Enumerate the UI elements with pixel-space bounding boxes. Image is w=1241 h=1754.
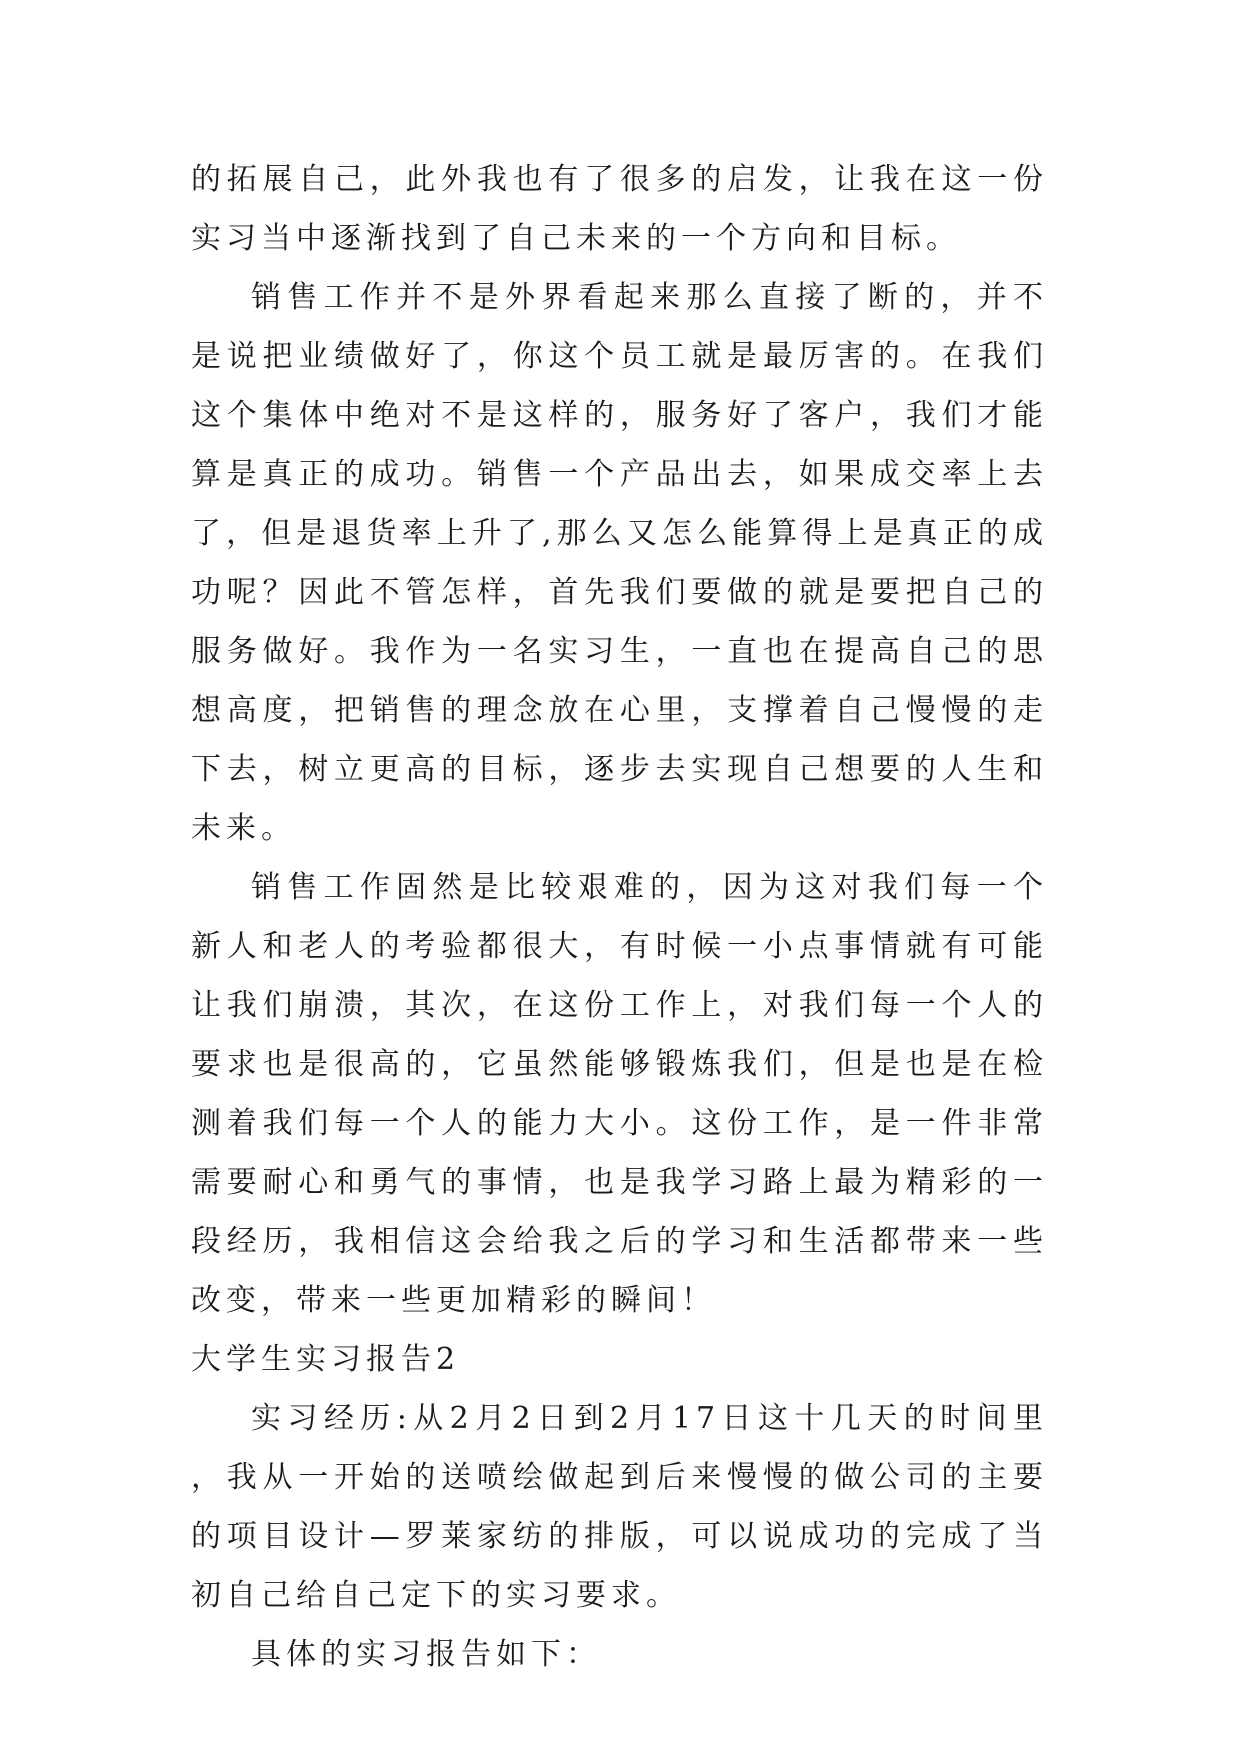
paragraph-internship-experience: 实习经历:从2月2日到2月17日这十几天的时间里，我从一开始的送喷绘做起到后来慢慢的做公司的主要的项目设计—罗莱家纺的排版，可以说成功的完成了当初自己给自己定下的实习要求。	[191, 1401, 1048, 1613]
paragraph-sales-work: 销售工作并不是外界看起来那么直接了断的，并不是说把业绩做好了，你这个员工就是最厉害的。在我们这个集体中绝对不是这样的，服务好了客户，我们才能算是真正的成功。销售一个产品出去，如果成交率上去了，但是退货率上升了,那么又怎么能算得上是真正的成功呢？因此不管怎样，首先我们要做的就是要把自己的服务做好。我作为一名实习生，一直也在提高自己的思想高度，把销售的理念放在心里，支撑着自己慢慢的走下去，树立更高的目标，逐步去实现自己想要的人生和未来。	[191, 280, 1048, 846]
paragraph-sales-difficulty: 销售工作固然是比较艰难的，因为这对我们每一个新人和老人的考验都很大，有时候一小点事情就有可能让我们崩溃，其次，在这份工作上，对我们每一个人的要求也是很高的，它虽然能够锻炼我们，但是也是在检测着我们每一个人的能力大小。这份工作，是一件非常需要耐心和勇气的事情，也是我学习路上最为精彩的一段经历，我相信这会给我之后的学习和生活都带来一些改变，带来一些更加精彩的瞬间！	[191, 870, 1048, 1318]
section-title: 大学生实习报告2	[191, 1342, 461, 1377]
paragraph-report-intro: 具体的实习报告如下：	[251, 1637, 601, 1672]
paragraph-continued: 的拓展自己，此外我也有了很多的启发，让我在这一份实习当中逐渐找到了自己未来的一个方向和目标。	[191, 162, 1048, 256]
document-body	[191, 150, 1048, 1684]
